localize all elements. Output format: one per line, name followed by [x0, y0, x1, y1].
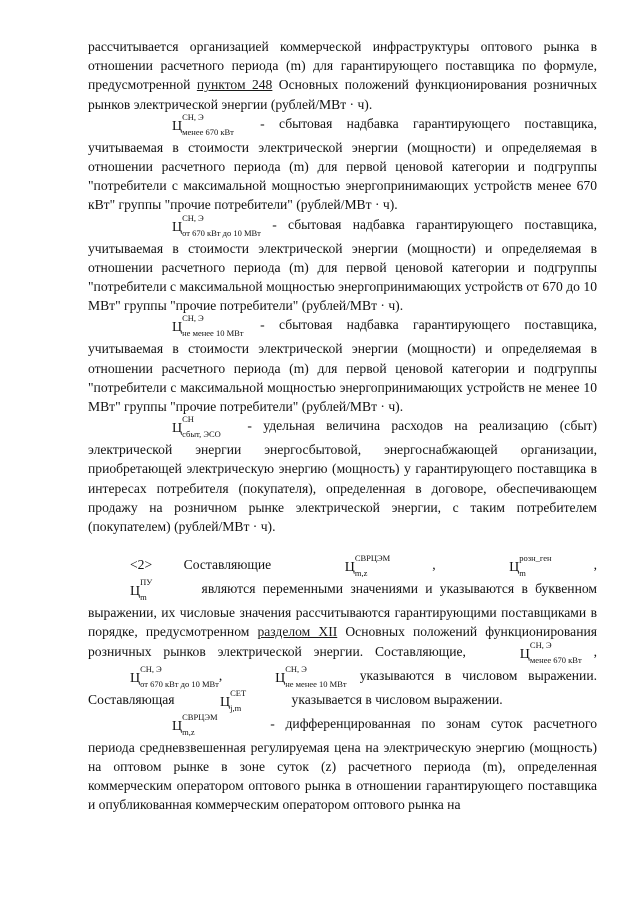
formula-c-10-inline: Ц СН, Э $_{не менее 10 МВт}$: [275, 663, 347, 689]
sep-2: ,: [593, 557, 598, 573]
link-punkt-248[interactable]: пунктом 248: [196, 77, 273, 93]
note2-lead: <2> Составляющие: [130, 557, 303, 573]
paragraph-svrcem: [88, 711, 597, 815]
definition-10: - сбытовая надбавка гарантирующего поставщика, учитываемая в стоимости электрической энергии (мощности) и определяемая в отношении расчетного периода (m) для первой ценовой категории и подгруппы "потребители с максимальной мощностью энергопринимающих устройств не менее 10 МВт" группы "прочие потребители" (рублей/МВт · ч).: [88, 317, 597, 415]
sep-1: ,: [432, 557, 468, 573]
formula-c-pu: Ц ПУ $_m$: [130, 577, 153, 603]
definition-670-10: - сбытовая надбавка гарантирующего поставщика, учитываемая в стоимости электрической энергии (мощности) и определяемая в отношении расчетного периода (m) для первой ценовой категории и подгруппы "потребители с максимальной мощностью энергопринимающих устройств от 670 до 10 МВт" группы "прочие потребители" (рублей/МВт · ч).: [88, 216, 597, 314]
link-razdel-12[interactable]: разделом XII: [257, 624, 338, 640]
formula-c-less670: Ц СН, Э $_{менее 670 кВт}$: [172, 111, 234, 137]
paragraph-10: [88, 315, 597, 416]
document-page: [88, 37, 597, 814]
paragraph-sbyt: [88, 416, 597, 536]
paragraph-670-10: [88, 212, 597, 316]
formula-c-670-10: Ц СН, Э $_{от 670 кВт до 10 МВт}$: [172, 212, 261, 238]
note2-mid3: указываются в числовом выражении. Составляющая: [88, 667, 597, 707]
definition-svrcem: - дифференцированная по зонам суток расчетного периода средневзвешенная регулируемая цена на электрическую энергию (мощность) на оптовом рынке в зоне суток (z) расчетного периода (m), определенная коммерческим оператором оптового рынка в отношении гарантирующего поставщика и опубликованная коммерческим оператором оптового рынка на: [88, 715, 597, 813]
note2-mid2: Основных положений функционирования розничных рынков электрической энергии. Составляющие,: [88, 624, 597, 659]
footnote-2: [88, 555, 597, 713]
definition-less670: - сбытовая надбавка гарантирующего поставщика, учитываемая в стоимости электрической энергии (мощности) и определяемая в отношении расчетного периода (m) для первой ценовой категории и подгруппы "потребители с максимальной мощностью энергопринимающих устройств менее 670 кВт" группы "прочие потребители" (рублей/МВт · ч).: [88, 115, 597, 213]
formula-c-svrcem: Ц СВРЦЭМ $_{m,z}$: [344, 553, 391, 579]
formula-c-svrcem-def: Ц СВРЦЭМ $_{m,z}$: [172, 711, 218, 737]
paragraph-intro: [88, 37, 597, 114]
intro-text-2: Основных положений функционирования розничных рынков электрической энергии (рублей/МВт · ч).: [88, 77, 598, 112]
formula-c-670-10-inline: Ц СН, Э $_{от 670 кВт до 10 МВт}$: [130, 663, 219, 689]
formula-c-sbyt: Ц СН $_{сбыт, ЭСО}$: [172, 414, 221, 440]
formula-c-rozn-gen: Ц розн_ген $_m$: [509, 553, 552, 579]
paragraph-less670: [88, 111, 597, 215]
intro-text-1: рассчитывается организацией коммерческой инфраструктуры оптового рынка в отношении расчетного периода (m) для гарантирующего поставщика по формуле, предусмотренной: [88, 39, 597, 93]
sep-3: ,: [593, 643, 597, 659]
formula-c-less670-inline: Ц СН, Э $_{менее 670 кВт}$: [519, 639, 582, 665]
definition-sbyt: - удельная величина расходов на реализацию (сбыт) электрической энергии энергосбытовой, энергоснабжающей организации, приобретающей электрическую энергию (мощность) у гарантирующего поставщика в интересах потребителя (покупателя), определенная в договоре, обеспечивающем продажу на розничном рынке электрической энергии, с таким потребителем (покупателем) (рублей/МВт · ч).: [88, 418, 597, 535]
formula-c-set: Ц СЕТ $_{j,m}$: [219, 687, 247, 713]
note2-mid1: являются переменными значениями и указываются в буквенном выражении, их числовые значения рассчитываются гарантирующими поставщиками в порядке, предусмотренном: [88, 581, 597, 640]
formula-c-10: Ц СН, Э $_{не менее 10 МВт}$: [172, 313, 244, 339]
sep-4: ,: [218, 667, 234, 683]
note2-tail: указывается в числовом выражении.: [288, 691, 503, 707]
